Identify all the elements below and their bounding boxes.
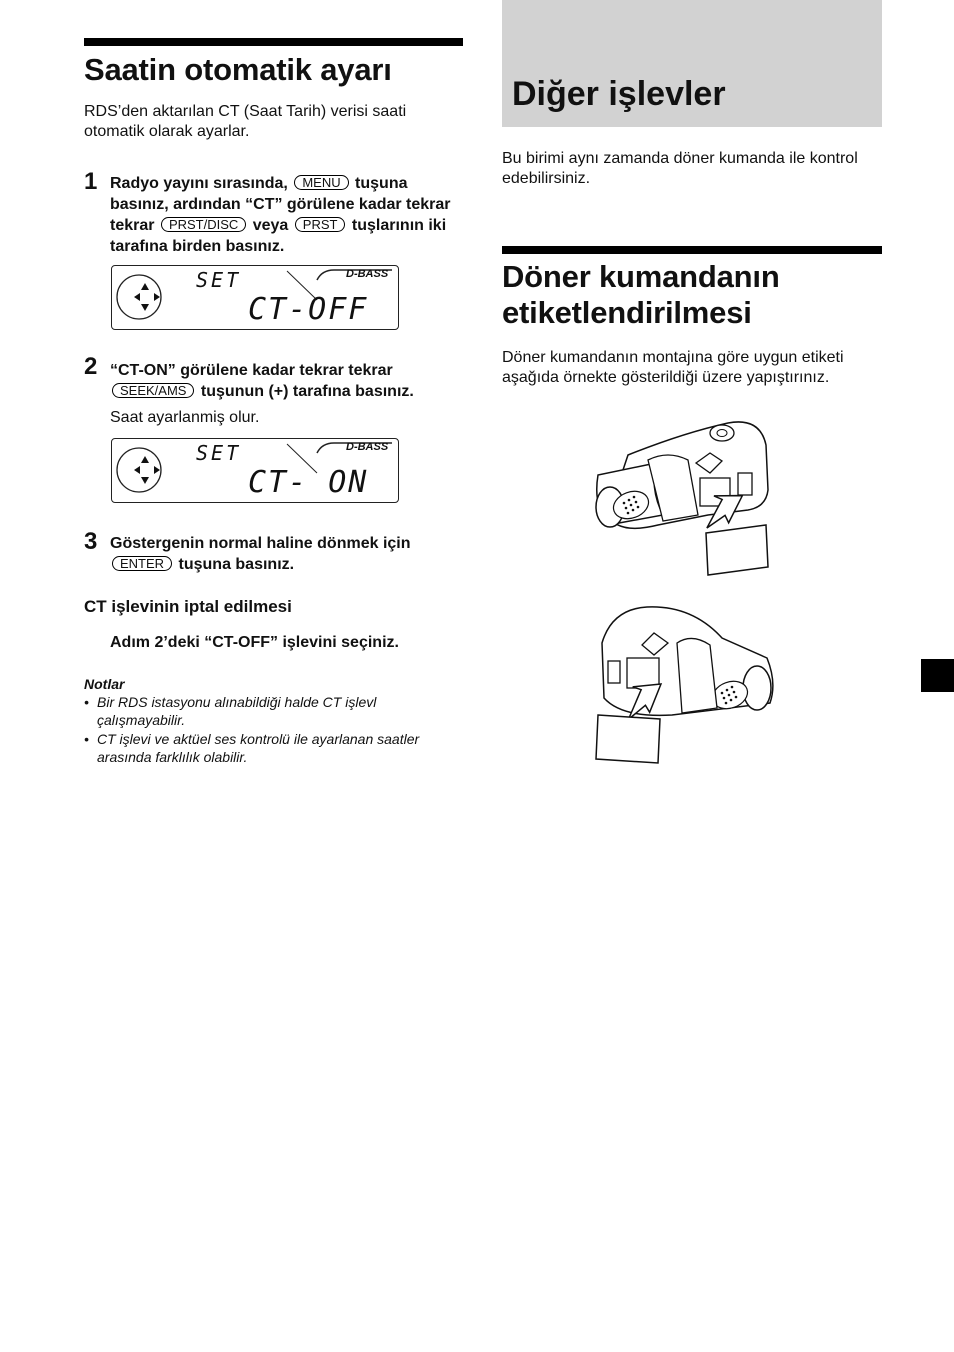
- section-top-rule: [84, 38, 463, 46]
- page-tab-marker: [921, 659, 954, 692]
- step-3-text-b: tuşuna basınız.: [178, 556, 295, 573]
- step-2-text-a: “CT-ON” görülene kadar tekrar tekrar: [110, 362, 393, 379]
- section-top-rule: [502, 246, 882, 254]
- subsection-heading: CT işlevinin iptal edilmesi: [84, 597, 292, 616]
- section-title: [502, 259, 882, 331]
- lcd-set-label: SET: [196, 441, 242, 465]
- step-2-text-b: tuşunun (+) tarafına basınız.: [200, 383, 414, 400]
- note-bullet: •: [84, 694, 89, 710]
- step-number: 2: [84, 353, 98, 380]
- rotary-commander-illustration: [592, 603, 782, 768]
- note-item: CT işlevi ve aktüel ses kontrolü ile ayarlanan saatler arasında farklılık olabilir.: [97, 731, 420, 765]
- step-1-text-d: tuşlarının iki tarafına birden basınız.: [110, 217, 447, 255]
- lcd-badge: D-BASS: [346, 441, 389, 453]
- chapter-intro: Bu birimi aynı zamanda döner kumanda ile kontrol edebilirsiniz.: [502, 150, 858, 187]
- note-bullet: •: [84, 731, 89, 747]
- step-2-instruction: [110, 360, 462, 402]
- subsection-text: Adım 2’deki “CT-OFF” işlevini seçiniz.: [110, 634, 399, 651]
- lcd-display-ct-on: [111, 438, 399, 503]
- chapter-title: Diğer işlevler: [512, 75, 726, 113]
- step-1-text-a: Radyo yayını sırasında,: [110, 175, 288, 192]
- section-text: Döner kumandanın montajına göre uygun etiketi aşağıda örnekte gösterildiği üzere yapıştırınız.: [502, 349, 844, 386]
- step-1-text-b: tuşuna basınız, ardından “CT” görülene kadar tekrar tekrar: [110, 175, 451, 234]
- prst-key: PRST: [295, 217, 346, 232]
- lcd-main-text: CT-OFF: [248, 292, 369, 327]
- prst-disc-key: PRST/DISC: [161, 217, 246, 232]
- step-3-instruction: [110, 533, 462, 575]
- section-title: Saatin otomatik ayarı: [84, 52, 392, 87]
- lcd-main-text: CT- ON: [248, 465, 369, 500]
- step-3-text-a: Göstergenin normal haline dönmek için: [110, 535, 411, 552]
- lcd-set-label: SET: [196, 268, 242, 292]
- section-title-line: Döner kumandanın: [502, 259, 780, 294]
- menu-key: MENU: [294, 175, 348, 190]
- step-number: 3: [84, 528, 98, 555]
- chapter-header: [502, 0, 882, 127]
- note-item: Bir RDS istasyonu alınabildiği halde CT işlevl çalışmayabilir.: [97, 694, 377, 728]
- seek-ams-key: SEEK/AMS: [112, 383, 194, 398]
- notes-heading: Notlar: [84, 676, 125, 692]
- section-title-line: etiketlendirilmesi: [502, 295, 752, 330]
- section-intro: RDS’den aktarılan CT (Saat Tarih) verisi saati otomatik olarak ayarlar.: [84, 103, 407, 140]
- step-1-text-c: veya: [252, 217, 289, 234]
- step-number: 1: [84, 168, 98, 195]
- rotary-commander-illustration: [588, 415, 778, 580]
- step-1-instruction: [110, 173, 460, 257]
- step-2-result: Saat ayarlanmiş olur.: [110, 409, 260, 426]
- lcd-display-ct-off: [111, 265, 399, 330]
- enter-key: ENTER: [112, 556, 172, 571]
- lcd-badge: D-BASS: [346, 268, 389, 280]
